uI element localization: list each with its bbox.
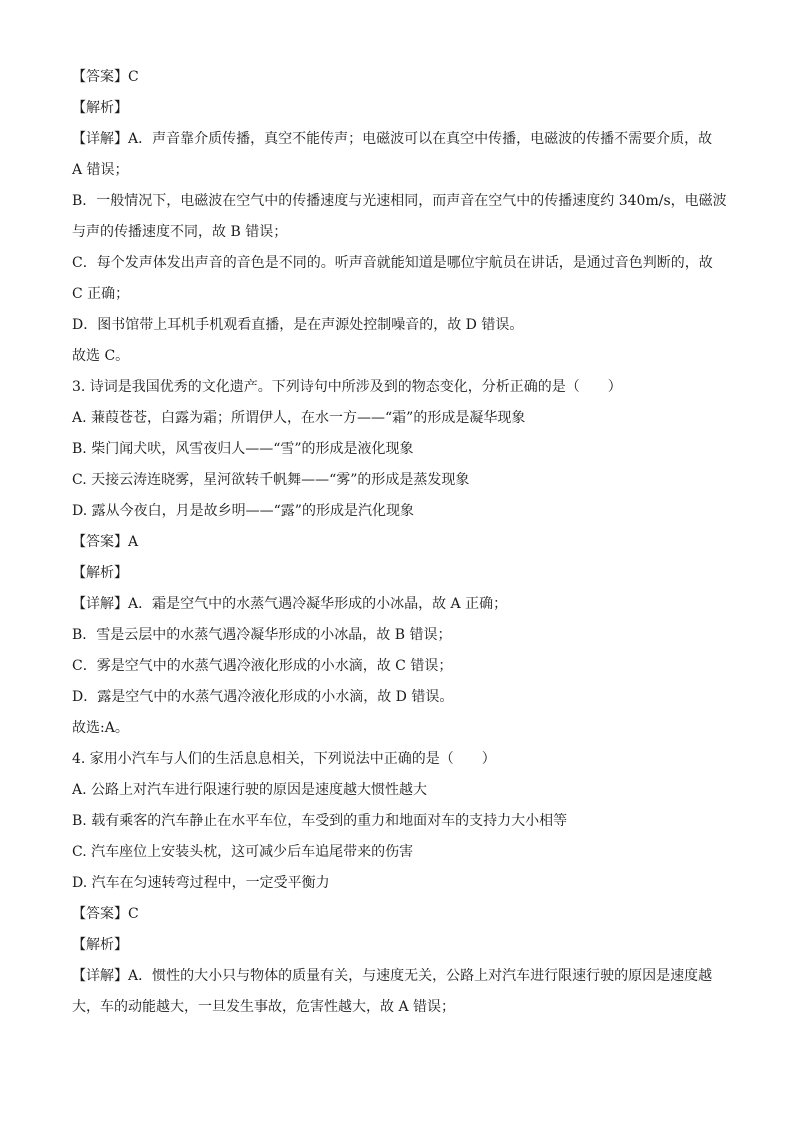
detail-line: 大，车的动能越大，一旦发生事故，危害性越大，故 A 错误； — [72, 999, 456, 1015]
document-page — [72, 62, 727, 1023]
detail-line: D．图书馆带上耳机手机观看直播，是在声源处控制噪音的，故 D 错误。 — [72, 317, 524, 333]
detail-line: 【详解】A．霜是空气中的水蒸气遇冷凝华形成的小冰晶，故 A 正确； — [72, 596, 508, 612]
detail-line: 【详解】A．惯性的大小只与物体的质量有关，与速度无关，公路上对汽车进行限速行驶的原因是速度越 — [72, 968, 713, 984]
answer-label: 【答案】A — [72, 534, 139, 550]
detail-line: A 错误； — [72, 162, 129, 178]
analysis-label: 【解析】 — [72, 100, 128, 116]
option-c: C. 天接云涛连晓雾，星河欲转千帆舞——“雾”的形成是蒸发现象 — [72, 472, 470, 488]
detail-line: B．雪是云层中的水蒸气遇冷凝华形成的小冰晶，故 B 错误； — [72, 627, 452, 643]
option-b: B. 载有乘客的汽车静止在水平车位，车受到的重力和地面对车的支持力大小相等 — [72, 813, 568, 829]
analysis-label: 【解析】 — [72, 565, 128, 581]
answer-label: 【答案】C — [72, 69, 139, 85]
detail-line: C．每个发声体发出声音的音色是不同的。听声音就能知道是哪位宇航员在讲话，是通过音色判断的，故 — [72, 255, 713, 271]
detail-line: D．露是空气中的水蒸气遇冷液化形成的小水滴，故 D 错误。 — [72, 689, 454, 705]
option-d: D. 露从今夜白，月是故乡明——“露”的形成是汽化现象 — [72, 503, 414, 519]
answer-label: 【答案】C — [72, 906, 139, 922]
question-3: 3. 诗词是我国优秀的文化遗产。下列诗句中所涉及到的物态变化，分析正确的是（ ） — [72, 379, 622, 395]
detail-line: C 正确； — [72, 286, 130, 302]
detail-line: C．雾是空气中的水蒸气遇冷液化形成的小水滴，故 C 错误； — [72, 658, 453, 674]
detail-line: 【详解】A．声音靠介质传播，真空不能传声；电磁波可以在真空中传播，电磁波的传播不需要介质，故 — [72, 131, 713, 147]
analysis-label: 【解析】 — [72, 937, 128, 953]
option-a: A. 公路上对汽车进行限速行驶的原因是速度越大惯性越大 — [72, 782, 428, 798]
option-b: B. 柴门闻犬吠，风雪夜归人——“雪”的形成是液化现象 — [72, 441, 414, 457]
option-d: D. 汽车在匀速转弯过程中，一定受平衡力 — [72, 875, 330, 891]
option-c: C. 汽车座位上安装头枕，这可减少后车追尾带来的伤害 — [72, 844, 414, 860]
conclusion-line: 故选:A。 — [72, 720, 129, 736]
question-4: 4. 家用小汽车与人们的生活息息相关，下列说法中正确的是（ ） — [72, 751, 496, 767]
detail-line: B．一般情况下，电磁波在空气中的传播速度与光速相同，而声音在空气中的传播速度约 340m/s，电磁波 — [72, 193, 727, 209]
detail-line: 与声的传播速度不同，故 B 错误； — [72, 224, 288, 240]
conclusion-line: 故选 C。 — [72, 348, 130, 364]
option-a: A. 蒹葭苍苍，白露为霜；所谓伊人，在水一方——“霜”的形成是凝华现象 — [72, 410, 526, 426]
